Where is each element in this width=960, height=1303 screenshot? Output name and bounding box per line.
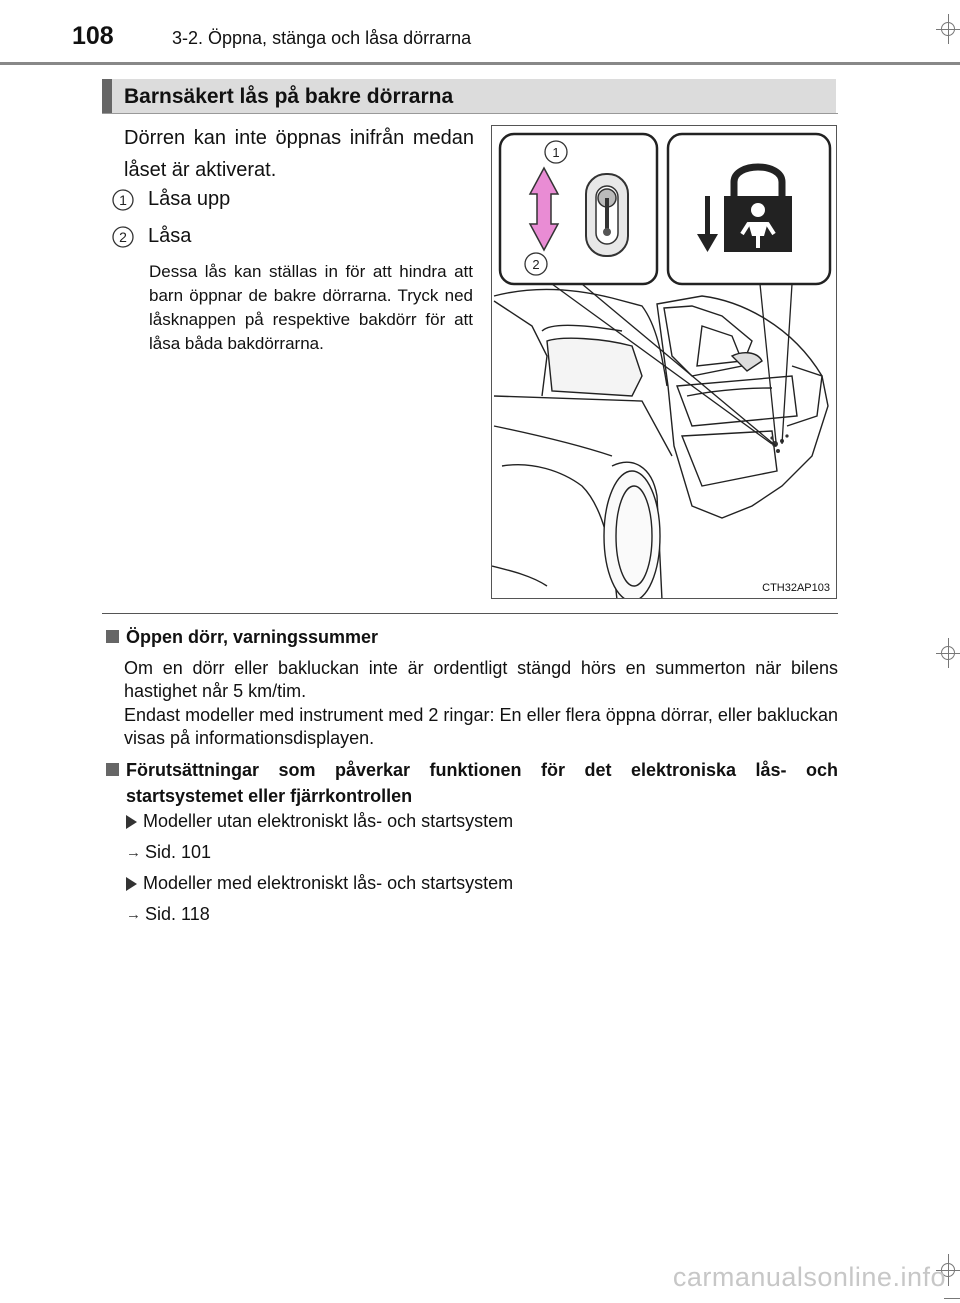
callout-2 bbox=[525, 253, 547, 275]
lever-inset bbox=[500, 134, 657, 284]
svg-text:1: 1 bbox=[552, 145, 560, 160]
bullet-heading-conditions bbox=[106, 757, 838, 809]
svg-text:2: 2 bbox=[532, 257, 540, 272]
sub-item-label: Modeller utan elektroniskt lås- och startsystem bbox=[143, 811, 514, 831]
step-label: Låsa upp bbox=[148, 188, 231, 210]
door-lock-lever-icon bbox=[586, 174, 628, 256]
triangle-bullet-icon bbox=[126, 877, 137, 891]
header-rule bbox=[0, 62, 960, 65]
rear-door-illustration bbox=[492, 126, 837, 599]
page-reference-text[interactable]: Sid. 101 bbox=[145, 842, 212, 862]
watermark: carmanualsonline.info bbox=[672, 1262, 946, 1292]
callout-1 bbox=[545, 141, 567, 163]
bullet-title: Öppen dörr, varningssummer bbox=[126, 627, 379, 647]
step-number-2-icon bbox=[112, 226, 134, 248]
step-label: Låsa bbox=[148, 225, 192, 247]
note-text: Dessa lås kan ställas in för att hindra att barn öppnar de bakre dörrarna. Tryck ned låsknappen på respektive bakdörr för att låsa båda bakdörrarna. bbox=[149, 262, 473, 353]
page-reference-text[interactable]: Sid. 118 bbox=[145, 904, 210, 924]
intro-text: Dörren kan inte öppnas inifrån medan låset är aktiverat. bbox=[124, 127, 474, 181]
figure-code: CTH32AP103 bbox=[762, 582, 830, 594]
arrow-right-icon: → bbox=[126, 844, 141, 861]
page-number: 108 bbox=[72, 22, 114, 50]
svg-text:2: 2 bbox=[119, 229, 127, 245]
chapter-title: 3-2. Öppna, stänga och låsa dörrarna bbox=[172, 28, 472, 48]
crop-mark-right-middle bbox=[936, 638, 960, 668]
section-title: Barnsäkert lås på bakre dörrarna bbox=[124, 85, 454, 108]
section-heading bbox=[102, 79, 836, 113]
child-lock-figure bbox=[491, 125, 837, 599]
arrow-right-icon: → bbox=[126, 906, 141, 923]
bullet-title: Förutsättningar som påverkar funktionen för det elektroniska lås- och startsystemet eller fjärrkontrollen bbox=[126, 760, 838, 806]
crop-mark-top-right bbox=[936, 14, 960, 44]
paragraph: Om en dörr eller bakluckan inte är ordentligt stängd hörs en summerton när bilens hastighet når 5 km/tim. bbox=[124, 658, 838, 701]
step-number-1-icon bbox=[112, 189, 134, 211]
bullet-square-icon bbox=[106, 630, 119, 643]
section-divider bbox=[102, 613, 838, 614]
triangle-bullet-icon bbox=[126, 815, 137, 829]
bullet-square-icon bbox=[106, 763, 119, 776]
svg-text:1: 1 bbox=[119, 192, 127, 208]
bullet-heading-door-warning bbox=[106, 624, 838, 650]
sub-item-label: Modeller med elektroniskt lås- och startsystem bbox=[143, 873, 514, 893]
section-rule bbox=[102, 113, 838, 114]
paragraph: Endast modeller med instrument med 2 ringar: En eller flera öppna dörrar, eller bakluckan visas på informationsdisplayen. bbox=[124, 705, 838, 748]
